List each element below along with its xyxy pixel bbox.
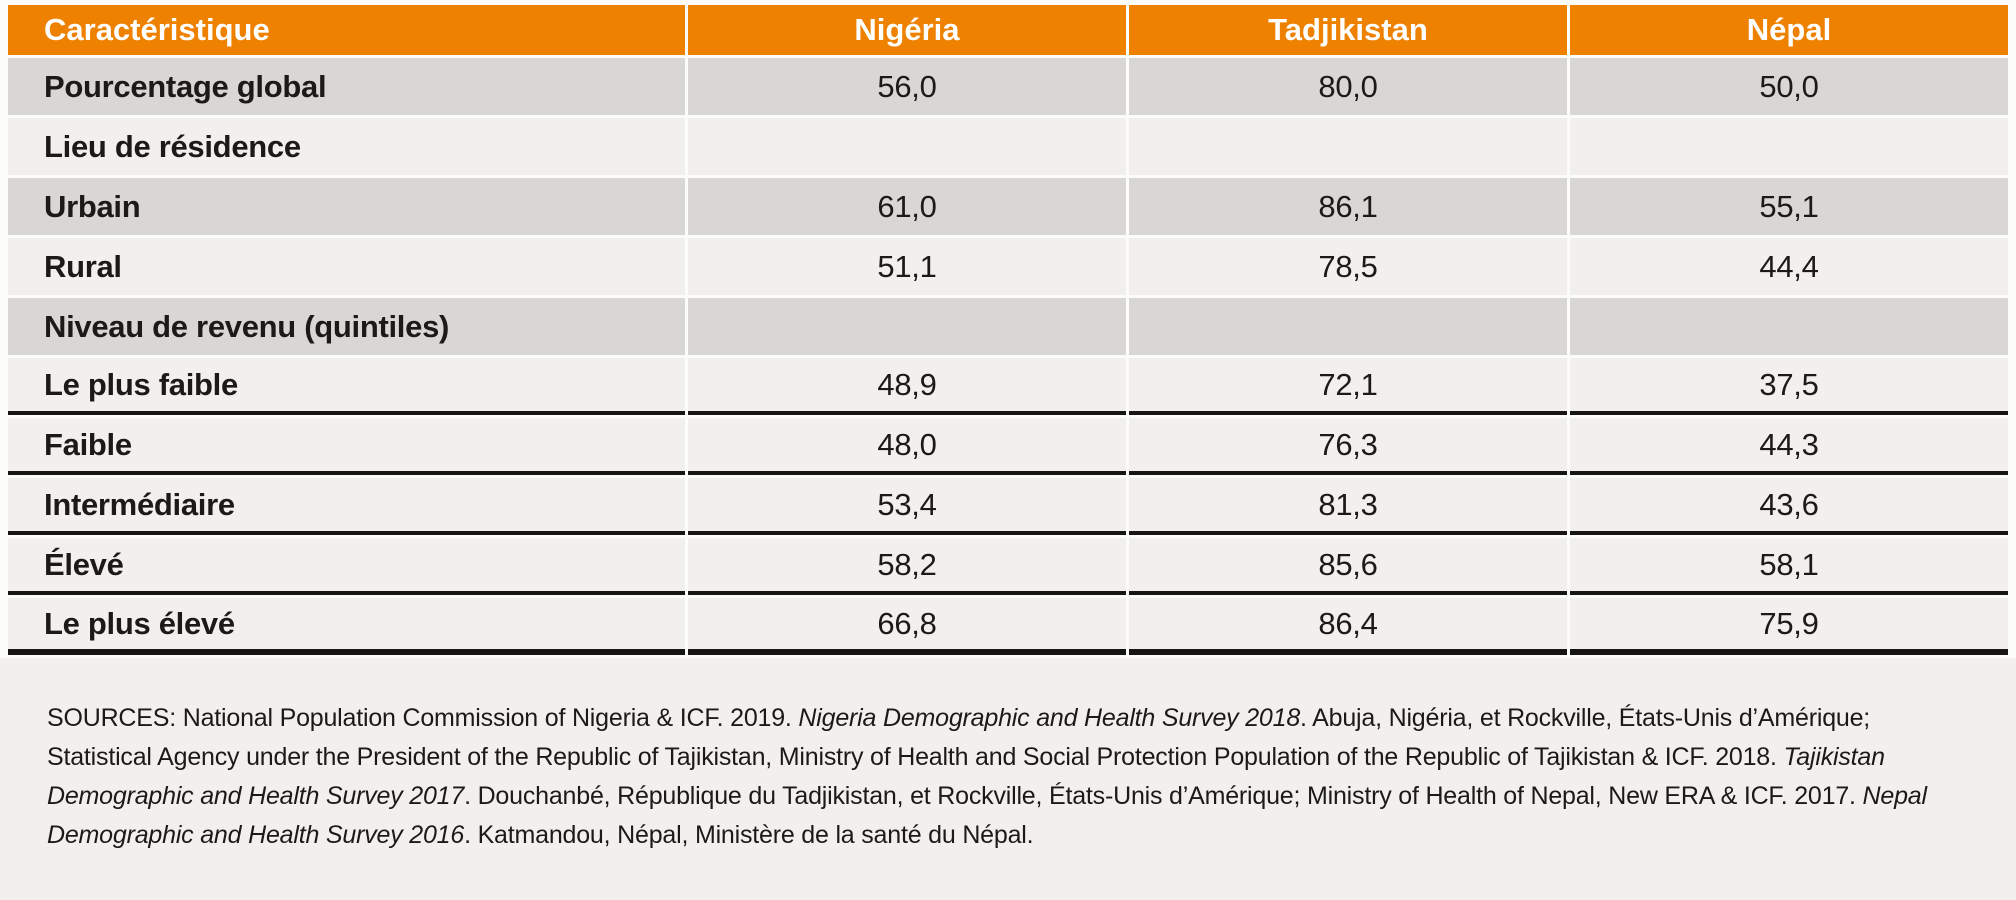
cell-value bbox=[1570, 298, 2008, 355]
column-header-nigeria: Nigéria bbox=[688, 5, 1126, 55]
table-row bbox=[8, 418, 2008, 475]
column-header-characteristic: Caractéristique bbox=[8, 5, 685, 55]
cell-value: 50,0 bbox=[1570, 58, 2008, 115]
row-label: Urbain bbox=[8, 178, 685, 235]
cell-value bbox=[1129, 298, 1567, 355]
cell-value bbox=[688, 298, 1126, 355]
source-text: . Katmandou, Népal, Ministère de la santé du Népal. bbox=[464, 821, 1034, 849]
table-row bbox=[8, 238, 2008, 295]
cell-value: 58,2 bbox=[688, 538, 1126, 595]
table-row bbox=[8, 358, 2008, 415]
cell-value: 72,1 bbox=[1129, 358, 1567, 415]
cell-value: 56,0 bbox=[688, 58, 1126, 115]
cell-value bbox=[1570, 118, 2008, 175]
row-label: Faible bbox=[8, 418, 685, 475]
source-text: . Abuja, Nigéria, et Rockville, États-Unis d’Amérique; Statistical Agency under the President of the Republic of Tajikistan, Ministry of Health and Social Protection Population of the Republic of Tajikistan & ICF. 2018. bbox=[47, 704, 1871, 771]
source-text: SOURCES: National Population Commission of Nigeria & ICF. 2019. bbox=[47, 704, 799, 732]
cell-value: 76,3 bbox=[1129, 418, 1567, 475]
table-row bbox=[8, 598, 2008, 655]
sources-section bbox=[0, 658, 2016, 900]
row-label: Intermédiaire bbox=[8, 478, 685, 535]
cell-value: 86,4 bbox=[1129, 598, 1567, 655]
table-row bbox=[8, 58, 2008, 115]
table-row bbox=[8, 478, 2008, 535]
cell-value: 58,1 bbox=[1570, 538, 2008, 595]
source-title-italic: Nigeria Demographic and Health Survey 2018 bbox=[798, 704, 1301, 732]
cell-value: 75,9 bbox=[1570, 598, 2008, 655]
cell-value: 81,3 bbox=[1129, 478, 1567, 535]
table-row bbox=[8, 178, 2008, 235]
section-row bbox=[8, 118, 2008, 175]
cell-value: 37,5 bbox=[1570, 358, 2008, 415]
row-label: Lieu de résidence bbox=[8, 118, 685, 175]
cell-value: 53,4 bbox=[688, 478, 1126, 535]
cell-value: 86,1 bbox=[1129, 178, 1567, 235]
section-row bbox=[8, 298, 2008, 355]
table-row bbox=[8, 538, 2008, 595]
cell-value: 80,0 bbox=[1129, 58, 1567, 115]
stats-table bbox=[5, 2, 2011, 658]
cell-value: 43,6 bbox=[1570, 478, 2008, 535]
cell-value: 85,6 bbox=[1129, 538, 1567, 595]
cell-value: 44,4 bbox=[1570, 238, 2008, 295]
row-label: Pourcentage global bbox=[8, 58, 685, 115]
cell-value: 78,5 bbox=[1129, 238, 1567, 295]
column-header-tajikistan: Tadjikistan bbox=[1129, 5, 1567, 55]
cell-value: 44,3 bbox=[1570, 418, 2008, 475]
cell-value: 51,1 bbox=[688, 238, 1126, 295]
row-label: Élevé bbox=[8, 538, 685, 595]
row-label: Le plus faible bbox=[8, 358, 685, 415]
cell-value: 61,0 bbox=[688, 178, 1126, 235]
row-label: Niveau de revenu (quintiles) bbox=[8, 298, 685, 355]
source-text: . Douchanbé, République du Tadjikistan, et Rockville, États-Unis d’Amérique; Ministry of Health of Nepal, New ERA & ICF. 2017. bbox=[464, 782, 1863, 810]
column-header-nepal: Népal bbox=[1570, 5, 2008, 55]
cell-value: 55,1 bbox=[1570, 178, 2008, 235]
header-row bbox=[8, 5, 2008, 55]
source-title-italic: Tajikistan Demographic and Health Survey 2017 bbox=[47, 743, 1885, 810]
cell-value bbox=[688, 118, 1126, 175]
cell-value: 48,0 bbox=[688, 418, 1126, 475]
row-label: Le plus élevé bbox=[8, 598, 685, 655]
cell-value: 66,8 bbox=[688, 598, 1126, 655]
cell-value bbox=[1129, 118, 1567, 175]
cell-value: 48,9 bbox=[688, 358, 1126, 415]
sources-note bbox=[47, 699, 1974, 855]
source-title-italic: Nepal Demographic and Health Survey 2016 bbox=[47, 782, 1927, 849]
row-label: Rural bbox=[8, 238, 685, 295]
